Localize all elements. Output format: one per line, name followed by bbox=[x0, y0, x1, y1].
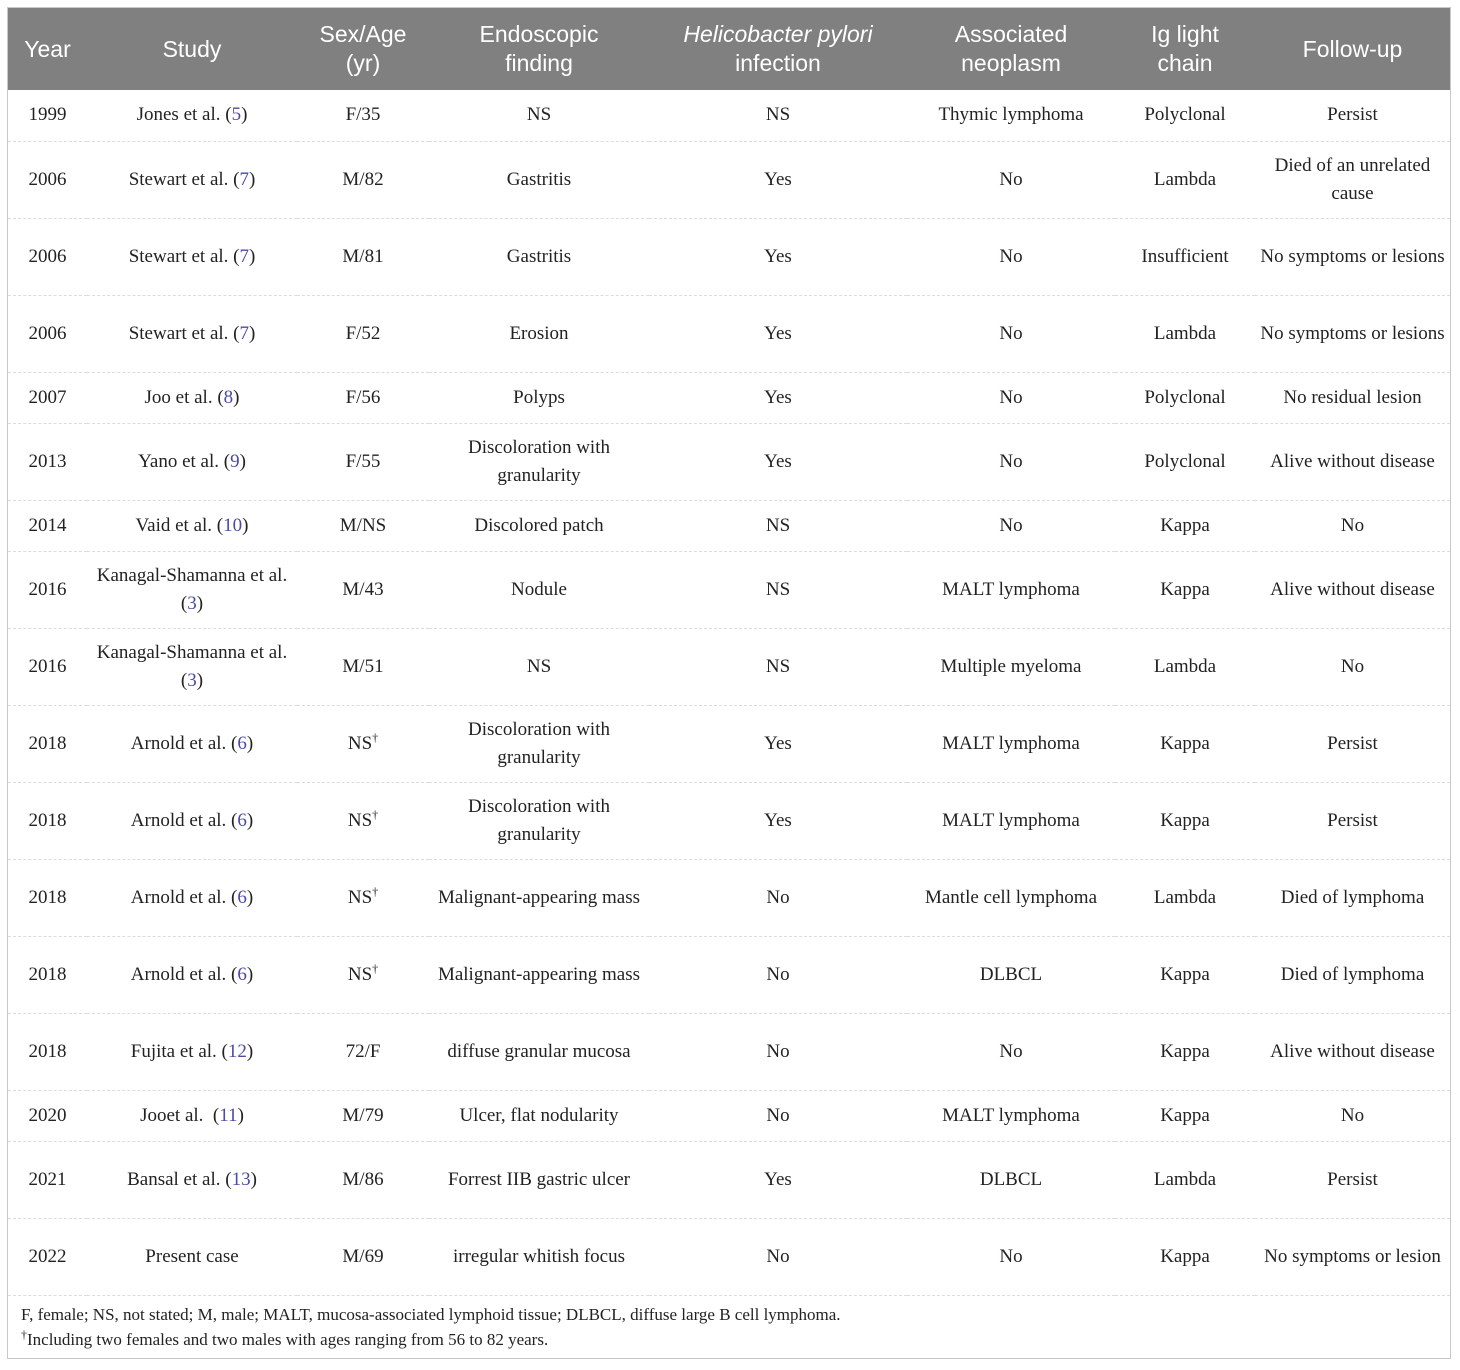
cell-hp-infection: Yes bbox=[649, 782, 907, 859]
cell-follow-up: No symptoms or lesions bbox=[1255, 218, 1450, 295]
table-row bbox=[8, 372, 1450, 423]
table-frame bbox=[7, 7, 1451, 1359]
cell-year: 2007 bbox=[8, 372, 87, 423]
footnote-abbreviations: F, female; NS, not stated; M, male; MALT, mucosa-associated lymphoid tissue; DLBCL, diffuse large B cell lymphoma. bbox=[21, 1305, 841, 1324]
table-row bbox=[8, 1013, 1450, 1090]
cell-follow-up: No residual lesion bbox=[1255, 372, 1450, 423]
table-row bbox=[8, 500, 1450, 551]
cell-follow-up: Persist bbox=[1255, 782, 1450, 859]
cell-study: Joo et al. (8) bbox=[87, 372, 297, 423]
reference-link[interactable]: 13 bbox=[231, 1168, 251, 1190]
cell-follow-up: Alive without disease bbox=[1255, 423, 1450, 500]
cell-year: 2006 bbox=[8, 141, 87, 218]
cell-endoscopic-finding: Discoloration with granularity bbox=[429, 782, 649, 859]
cell-associated-neoplasm: Multiple myeloma bbox=[907, 628, 1115, 705]
cell-sex-age: NS† bbox=[297, 782, 429, 859]
cell-year: 2018 bbox=[8, 936, 87, 1013]
cell-associated-neoplasm: No bbox=[907, 500, 1115, 551]
cell-follow-up: Persist bbox=[1255, 705, 1450, 782]
cell-year: 2014 bbox=[8, 500, 87, 551]
cell-sex-age: F/56 bbox=[297, 372, 429, 423]
cell-endoscopic-finding: Discoloration with granularity bbox=[429, 423, 649, 500]
cell-ig-light-chain: Insufficient bbox=[1115, 218, 1255, 295]
cell-ig-light-chain: Lambda bbox=[1115, 141, 1255, 218]
reference-link[interactable]: 6 bbox=[237, 732, 247, 754]
cell-ig-light-chain: Lambda bbox=[1115, 1141, 1255, 1218]
header-associated-neoplasm: Associated neoplasm bbox=[954, 21, 1068, 76]
cell-hp-infection: NS bbox=[649, 500, 907, 551]
cell-ig-light-chain: Kappa bbox=[1115, 500, 1255, 551]
cell-endoscopic-finding: Malignant-appearing mass bbox=[429, 859, 649, 936]
cell-year: 2021 bbox=[8, 1141, 87, 1218]
cell-endoscopic-finding: Gastritis bbox=[429, 141, 649, 218]
cell-endoscopic-finding: Ulcer, flat nodularity bbox=[429, 1090, 649, 1141]
reference-link[interactable]: 12 bbox=[227, 1040, 247, 1062]
cell-endoscopic-finding: Polyps bbox=[429, 372, 649, 423]
cell-ig-light-chain: Polyclonal bbox=[1115, 90, 1255, 141]
cell-sex-age: M/43 bbox=[297, 551, 429, 628]
cell-study: Arnold et al. (6) bbox=[87, 936, 297, 1013]
cell-ig-light-chain: Kappa bbox=[1115, 1218, 1255, 1295]
cell-follow-up: Died of an unrelated cause bbox=[1255, 141, 1450, 218]
cell-study: Present case bbox=[87, 1218, 297, 1295]
cell-follow-up: Died of lymphoma bbox=[1255, 936, 1450, 1013]
table-row bbox=[8, 782, 1450, 859]
cell-study: Fujita et al. (12) bbox=[87, 1013, 297, 1090]
cell-endoscopic-finding: diffuse granular mucosa bbox=[429, 1013, 649, 1090]
cell-associated-neoplasm: No bbox=[907, 141, 1115, 218]
cell-follow-up: Alive without disease bbox=[1255, 551, 1450, 628]
cell-follow-up: Persist bbox=[1255, 90, 1450, 141]
cell-study: Kanagal-Shamanna et al. (3) bbox=[87, 628, 297, 705]
cell-hp-infection: Yes bbox=[649, 423, 907, 500]
cell-follow-up: No bbox=[1255, 628, 1450, 705]
reference-link[interactable]: 7 bbox=[239, 245, 249, 267]
cell-hp-infection: NS bbox=[649, 628, 907, 705]
cell-endoscopic-finding: Nodule bbox=[429, 551, 649, 628]
cell-study: Jooet al. (11) bbox=[87, 1090, 297, 1141]
cell-year: 2018 bbox=[8, 859, 87, 936]
cell-associated-neoplasm: DLBCL bbox=[907, 1141, 1115, 1218]
cell-follow-up: No bbox=[1255, 1090, 1450, 1141]
header-hp-infection: Helicobacter pylori infection bbox=[683, 21, 873, 76]
header-sex-age: Sex/Age (yr) bbox=[319, 21, 407, 76]
cell-associated-neoplasm: No bbox=[907, 423, 1115, 500]
cell-sex-age: 72/F bbox=[297, 1013, 429, 1090]
cell-hp-infection: Yes bbox=[649, 295, 907, 372]
cell-associated-neoplasm: MALT lymphoma bbox=[907, 551, 1115, 628]
header-ig-light-chain: Ig light chain bbox=[1151, 21, 1219, 76]
cell-hp-infection: No bbox=[649, 1218, 907, 1295]
cell-sex-age: M/69 bbox=[297, 1218, 429, 1295]
cell-study: Bansal et al. (13) bbox=[87, 1141, 297, 1218]
cell-study: Arnold et al. (6) bbox=[87, 859, 297, 936]
cell-sex-age: M/79 bbox=[297, 1090, 429, 1141]
cell-year: 1999 bbox=[8, 90, 87, 141]
cell-follow-up: Alive without disease bbox=[1255, 1013, 1450, 1090]
reference-link[interactable]: 5 bbox=[231, 104, 242, 126]
cell-hp-infection: Yes bbox=[649, 705, 907, 782]
cell-sex-age: M/82 bbox=[297, 141, 429, 218]
cell-endoscopic-finding: Erosion bbox=[429, 295, 649, 372]
table-row bbox=[8, 295, 1450, 372]
header-year: Year bbox=[24, 35, 71, 62]
cell-hp-infection: Yes bbox=[649, 141, 907, 218]
table-row bbox=[8, 141, 1450, 218]
cell-ig-light-chain: Kappa bbox=[1115, 782, 1255, 859]
cell-sex-age: M/86 bbox=[297, 1141, 429, 1218]
reference-link[interactable]: 6 bbox=[237, 809, 247, 831]
cell-ig-light-chain: Kappa bbox=[1115, 1090, 1255, 1141]
cell-associated-neoplasm: No bbox=[907, 372, 1115, 423]
table-row bbox=[8, 1090, 1450, 1141]
reference-link[interactable]: 6 bbox=[237, 886, 247, 908]
reference-link[interactable]: 10 bbox=[223, 514, 243, 536]
table-row bbox=[8, 1141, 1450, 1218]
cell-sex-age: F/52 bbox=[297, 295, 429, 372]
cell-associated-neoplasm: No bbox=[907, 1013, 1115, 1090]
cell-ig-light-chain: Lambda bbox=[1115, 859, 1255, 936]
cell-associated-neoplasm: No bbox=[907, 1218, 1115, 1295]
cell-follow-up: No symptoms or lesions bbox=[1255, 295, 1450, 372]
header-row bbox=[8, 8, 1450, 90]
reference-link[interactable]: 9 bbox=[230, 450, 240, 472]
cell-sex-age: M/NS bbox=[297, 500, 429, 551]
reference-link[interactable]: 3 bbox=[187, 669, 197, 691]
table-row bbox=[8, 859, 1450, 936]
cell-year: 2020 bbox=[8, 1090, 87, 1141]
cell-endoscopic-finding: Discolored patch bbox=[429, 500, 649, 551]
reference-link[interactable]: 7 bbox=[239, 322, 249, 344]
footnotes bbox=[21, 1302, 1441, 1352]
cell-ig-light-chain: Kappa bbox=[1115, 936, 1255, 1013]
cell-sex-age: M/81 bbox=[297, 218, 429, 295]
cell-ig-light-chain: Polyclonal bbox=[1115, 423, 1255, 500]
cell-sex-age: NS† bbox=[297, 705, 429, 782]
cell-ig-light-chain: Lambda bbox=[1115, 628, 1255, 705]
cell-year: 2013 bbox=[8, 423, 87, 500]
cell-year: 2016 bbox=[8, 551, 87, 628]
cell-endoscopic-finding: NS bbox=[429, 90, 649, 141]
cell-sex-age: M/51 bbox=[297, 628, 429, 705]
cell-follow-up: Persist bbox=[1255, 1141, 1450, 1218]
cell-hp-infection: No bbox=[649, 936, 907, 1013]
case-table bbox=[8, 8, 1450, 1296]
cell-endoscopic-finding: Forrest IIB gastric ulcer bbox=[429, 1141, 649, 1218]
header-endoscopic-finding: Endoscopic finding bbox=[479, 21, 599, 76]
reference-link[interactable]: 3 bbox=[187, 592, 197, 614]
cell-endoscopic-finding: irregular whitish focus bbox=[429, 1218, 649, 1295]
table-row bbox=[8, 423, 1450, 500]
cell-year: 2018 bbox=[8, 782, 87, 859]
cell-follow-up: Died of lymphoma bbox=[1255, 859, 1450, 936]
cell-associated-neoplasm: MALT lymphoma bbox=[907, 782, 1115, 859]
cell-study: Stewart et al. (7) bbox=[87, 218, 297, 295]
cell-associated-neoplasm: MALT lymphoma bbox=[907, 1090, 1115, 1141]
cell-follow-up: No symptoms or lesion bbox=[1255, 1218, 1450, 1295]
table-row bbox=[8, 218, 1450, 295]
cell-year: 2018 bbox=[8, 705, 87, 782]
cell-follow-up: No bbox=[1255, 500, 1450, 551]
cell-ig-light-chain: Polyclonal bbox=[1115, 372, 1255, 423]
reference-link[interactable]: 8 bbox=[223, 386, 234, 408]
cell-study: Kanagal-Shamanna et al. (3) bbox=[87, 551, 297, 628]
reference-link[interactable]: 7 bbox=[239, 168, 249, 190]
cell-study: Stewart et al. (7) bbox=[87, 141, 297, 218]
cell-year: 2016 bbox=[8, 628, 87, 705]
cell-associated-neoplasm: No bbox=[907, 218, 1115, 295]
cell-year: 2006 bbox=[8, 295, 87, 372]
cell-sex-age: F/55 bbox=[297, 423, 429, 500]
cell-study: Arnold et al. (6) bbox=[87, 782, 297, 859]
cell-hp-infection: No bbox=[649, 1013, 907, 1090]
cell-hp-infection: No bbox=[649, 859, 907, 936]
cell-hp-infection: NS bbox=[649, 90, 907, 141]
header-follow-up: Follow-up bbox=[1302, 35, 1403, 62]
cell-associated-neoplasm: MALT lymphoma bbox=[907, 705, 1115, 782]
cell-ig-light-chain: Kappa bbox=[1115, 1013, 1255, 1090]
cell-associated-neoplasm: Mantle cell lymphoma bbox=[907, 859, 1115, 936]
cell-ig-light-chain: Kappa bbox=[1115, 705, 1255, 782]
table-row bbox=[8, 1218, 1450, 1295]
cell-year: 2006 bbox=[8, 218, 87, 295]
table-row bbox=[8, 628, 1450, 705]
cell-ig-light-chain: Lambda bbox=[1115, 295, 1255, 372]
cell-endoscopic-finding: Malignant-appearing mass bbox=[429, 936, 649, 1013]
cell-study: Jones et al. (5) bbox=[87, 90, 297, 141]
cell-hp-infection: Yes bbox=[649, 1141, 907, 1218]
cell-sex-age: F/35 bbox=[297, 90, 429, 141]
reference-link[interactable]: 11 bbox=[219, 1104, 238, 1126]
cell-endoscopic-finding: Discoloration with granularity bbox=[429, 705, 649, 782]
footnote-dagger: †Including two females and two males with ages ranging from 56 to 82 years. bbox=[21, 1327, 549, 1349]
header-study: Study bbox=[162, 35, 222, 62]
cell-study: Arnold et al. (6) bbox=[87, 705, 297, 782]
cell-endoscopic-finding: Gastritis bbox=[429, 218, 649, 295]
table-row bbox=[8, 936, 1450, 1013]
table-row bbox=[8, 90, 1450, 141]
table-row bbox=[8, 551, 1450, 628]
table-body bbox=[8, 90, 1450, 1295]
cell-hp-infection: Yes bbox=[649, 218, 907, 295]
cell-study: Yano et al. (9) bbox=[87, 423, 297, 500]
cell-associated-neoplasm: No bbox=[907, 295, 1115, 372]
cell-year: 2022 bbox=[8, 1218, 87, 1295]
cell-ig-light-chain: Kappa bbox=[1115, 551, 1255, 628]
cell-sex-age: NS† bbox=[297, 859, 429, 936]
cell-study: Vaid et al. (10) bbox=[87, 500, 297, 551]
cell-hp-infection: No bbox=[649, 1090, 907, 1141]
cell-hp-infection: NS bbox=[649, 551, 907, 628]
cell-hp-infection: Yes bbox=[649, 372, 907, 423]
cell-study: Stewart et al. (7) bbox=[87, 295, 297, 372]
cell-associated-neoplasm: DLBCL bbox=[907, 936, 1115, 1013]
cell-year: 2018 bbox=[8, 1013, 87, 1090]
reference-link[interactable]: 6 bbox=[237, 963, 247, 985]
cell-associated-neoplasm: Thymic lymphoma bbox=[907, 90, 1115, 141]
cell-endoscopic-finding: NS bbox=[429, 628, 649, 705]
cell-sex-age: NS† bbox=[297, 936, 429, 1013]
table-row bbox=[8, 705, 1450, 782]
